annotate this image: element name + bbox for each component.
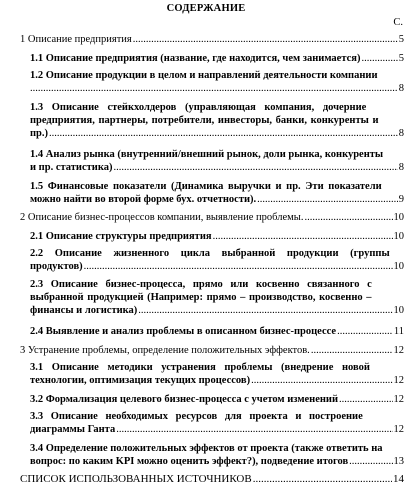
toc-entry-2-1[interactable] (30, 230, 404, 243)
toc-entry-text: 3.3 Описание необходимых ресурсов для проекта и построение (30, 411, 363, 422)
dot-leader (113, 161, 397, 174)
toc-entry-page: 14 (393, 473, 404, 485)
dot-leader (138, 304, 392, 317)
dot-leader (84, 260, 393, 273)
toc-entry-page: 8 (398, 162, 404, 173)
toc-entry-text: и пр. статистика) (30, 162, 113, 173)
toc-entry-text: можно найти во второй форме бух. отчетности). (30, 194, 257, 205)
toc-entry-text: предприятия, партнеры, потребители, инвесторы, банки, конкуренты и (30, 115, 379, 126)
toc-entry-text: 3.4 Определение положительных эффектов от проекта (также ответить на (30, 443, 383, 454)
dot-leader (30, 82, 398, 95)
toc-entry-page: 10 (393, 305, 404, 316)
toc-entry-text: 2.2 Описание жизненного цикла выбранной продукции (группы (30, 248, 390, 259)
toc-entry-page: 12 (393, 424, 404, 435)
toc-title: СОДЕРЖАНИЕ (166, 3, 246, 14)
toc-entry-3-3[interactable] (30, 410, 404, 436)
toc-entry-page: 5 (398, 34, 404, 45)
toc-entry-text: 2.3 Описание бизнес-процесса, прямо или косвенно связанного с (30, 279, 372, 290)
toc-entry-2-2[interactable] (30, 247, 404, 273)
toc-entry-page: 5 (398, 53, 404, 64)
toc-entry-text: СПИСОК ИСПОЛЬЗОВАННЫХ ИСТОЧНИКОВ (20, 473, 252, 485)
toc-entry-2[interactable] (20, 211, 404, 224)
toc-entry-text: 2.4 Выявление и анализ проблемы в описанном бизнес-процессе (30, 326, 337, 337)
toc-entry-1-1[interactable] (30, 52, 404, 65)
toc-entry-text: диаграммы Ганта (30, 424, 116, 435)
dot-leader (304, 211, 392, 224)
toc-entry-text: пр.) (30, 128, 49, 139)
toc-entry-3-2[interactable] (30, 393, 404, 406)
toc-entry-text: продуктов) (30, 261, 83, 272)
toc-entry-text: 1 Описание предприятия (20, 34, 132, 45)
toc-entry-text: 3.1 Описание методики устранения проблемы (внедрение новой (30, 362, 370, 373)
toc-entry-text: 2 Описание бизнес-процессов компании, выявление проблемы. (20, 212, 304, 223)
toc-entry-1-2[interactable] (30, 69, 404, 95)
toc-entry-text: 1.3 Описание стейкхолдеров (управляющая компания, дочерние (30, 102, 367, 113)
toc-entry-1-3[interactable] (30, 101, 404, 140)
toc-entry-page: 13 (393, 456, 404, 467)
dot-leader (339, 393, 392, 406)
toc-entry-text: 1.1 Описание предприятия (название, где находится, чем занимается) (30, 53, 361, 64)
toc-entry-text: 1.4 Анализ рынка (внутренний/внешний рынок, доли рынка, конкуренты (30, 149, 384, 160)
dot-leader (311, 344, 393, 357)
toc-entry-text: 3.2 Формализация целевого бизнес-процесса с учетом изменений (30, 394, 339, 405)
dot-leader (349, 455, 392, 468)
toc-entry-text: технологии, оптимизация текущих процессов) (30, 375, 251, 386)
toc-entry-page: 12 (393, 345, 404, 356)
toc-entry-2-4[interactable] (30, 325, 404, 338)
toc-entry-text: 3 Устранение проблемы, определение положительных эффектов. (20, 345, 310, 356)
toc-entry-text: выбранной продукцией (Например: прямо – производство, косвенно – (30, 292, 372, 303)
dot-leader (257, 193, 398, 206)
dot-leader (213, 230, 393, 243)
toc-entry-sources[interactable] (20, 473, 404, 486)
dot-leader (253, 473, 392, 486)
toc-entry-3[interactable] (20, 344, 404, 357)
page-column-label: С. (393, 17, 403, 28)
dot-leader (251, 374, 392, 387)
toc-entry-1-5[interactable] (30, 180, 404, 206)
toc-entry-3-1[interactable] (30, 361, 404, 387)
toc-entry-text: 1.2 Описание продукции в целом и направлений деятельности компании (30, 70, 378, 81)
dot-leader (133, 33, 398, 46)
toc-entry-text: вопрос: по каким KPI можно оценить эффект?), подведение итогов (30, 456, 349, 467)
toc-entry-3-4[interactable] (30, 442, 404, 468)
toc-entry-page: 10 (393, 231, 404, 242)
toc-entry-1-4[interactable] (30, 148, 404, 174)
toc-entry-page: 11 (393, 326, 404, 337)
toc-entry-1[interactable] (20, 33, 404, 46)
toc-entry-page: 12 (393, 375, 404, 386)
dot-leader (361, 52, 397, 65)
toc-entry-text: 1.5 Финансовые показатели (Динамика выручки и пр. Эти показатели (30, 181, 382, 192)
dot-leader (116, 423, 392, 436)
toc-entry-page: 8 (398, 128, 404, 139)
toc-entry-page: 10 (393, 261, 404, 272)
dot-leader (49, 127, 398, 140)
toc-entry-text: 2.1 Описание структуры предприятия (30, 231, 212, 242)
toc-entry-2-3[interactable] (30, 278, 404, 317)
toc-entry-text: финансы и логистика) (30, 305, 138, 316)
toc-entry-page: 10 (393, 212, 404, 223)
toc-entry-page: 12 (393, 394, 404, 405)
toc-entry-page: 9 (398, 194, 404, 205)
dot-leader (337, 325, 393, 338)
toc-entry-page: 8 (398, 83, 404, 94)
